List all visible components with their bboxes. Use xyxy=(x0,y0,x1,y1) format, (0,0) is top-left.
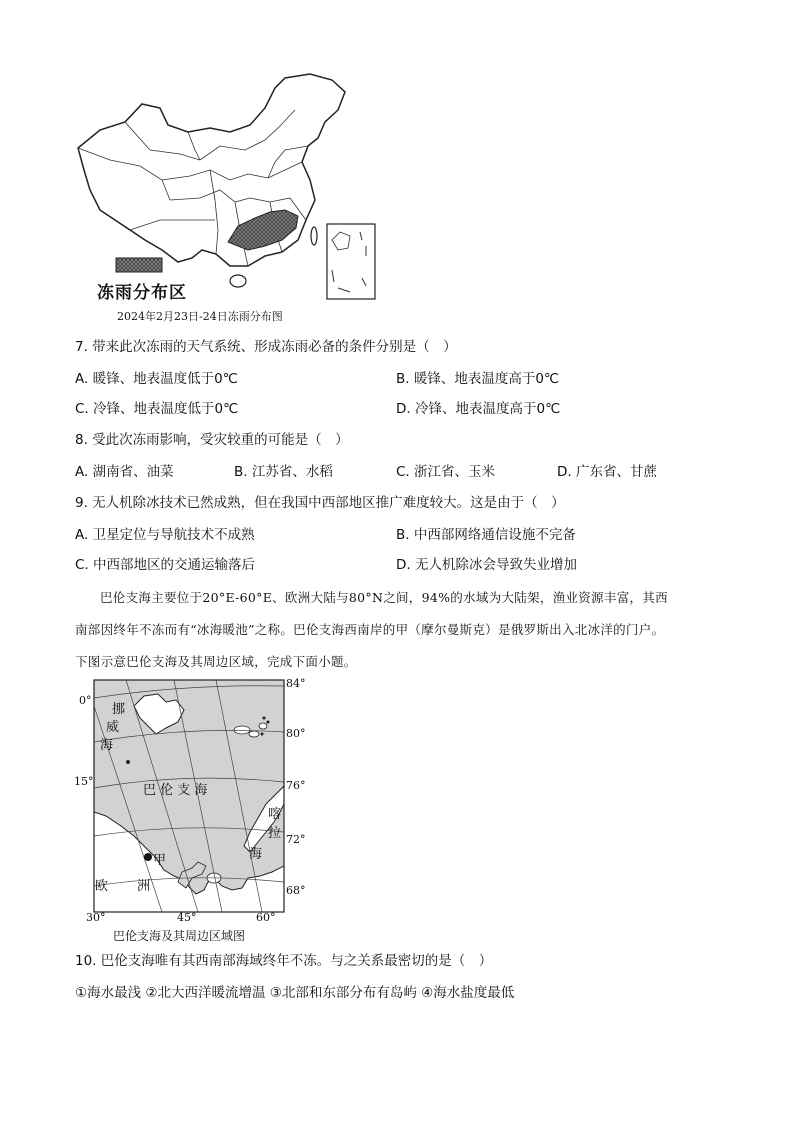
barents-sea-map xyxy=(66,676,326,946)
south-china-sea-inset xyxy=(327,224,375,299)
label-barents-sea: 巴 伦 支 海 xyxy=(143,783,208,798)
lat-tick-68: 68° xyxy=(286,884,306,897)
q9-option-a[interactable]: A. 卫星定位与导航技术不成熟 xyxy=(75,527,255,543)
q8-stem: 8. 受此次冻雨影响，受灾较重的可能是（ ） xyxy=(75,432,349,448)
passage-line-1: 巴伦支海主要位于20°E-60°E、欧洲大陆与80°N之间，94%的水域为大陆架，渔业资源丰富，其西 xyxy=(100,590,668,605)
q7-stem: 7. 带来此次冻雨的天气系统、形成冻雨必备的条件分别是（ ） xyxy=(75,339,457,355)
lat-tick-80: 80° xyxy=(286,727,306,740)
label-europe-2: 洲 xyxy=(137,879,151,894)
label-jia: 甲 xyxy=(153,853,167,868)
lat-tick-76: 76° xyxy=(286,779,306,792)
q9-stem: 9. 无人机除冰技术已然成熟，但在我国中西部地区推广难度较大。这是由于（ ） xyxy=(75,495,565,511)
lon-tick-60: 60° xyxy=(256,911,276,924)
lon-tick-30: 30° xyxy=(86,911,106,924)
q7-option-b[interactable]: B. 暖锋、地表温度高于0℃ xyxy=(396,371,560,387)
q8-option-b[interactable]: B. 江苏省、水稻 xyxy=(234,464,333,480)
lon-tick-15: 15° xyxy=(74,775,94,788)
lon-tick-45: 45° xyxy=(177,911,197,924)
lat-tick-84: 84° xyxy=(286,677,306,690)
map2-caption: 巴伦支海及其周边区域图 xyxy=(113,929,246,943)
q10-items: ①海水最浅 ②北大西洋暖流增温 ③北部和东部分布有岛屿 ④海水盐度最低 xyxy=(75,985,515,1001)
map1-caption: 2024年2月23日-24日冻雨分布图 xyxy=(117,310,283,323)
label-norway-sea-1: 挪 xyxy=(112,702,126,717)
q8-option-a[interactable]: A. 湖南省、油菜 xyxy=(75,464,174,480)
q7-option-a[interactable]: A. 暖锋、地表温度低于0℃ xyxy=(75,371,238,387)
label-europe-1: 欧 xyxy=(95,879,109,894)
label-norway-sea-3: 海 xyxy=(100,738,114,753)
q10-stem: 10. 巴伦支海唯有其西南部海域终年不冻。与之关系最密切的是（ ） xyxy=(75,953,493,969)
label-kara-sea-2: 拉 xyxy=(268,826,282,841)
lat-tick-72: 72° xyxy=(286,833,306,846)
passage-line-3: 下图示意巴伦支海及其周边区域，完成下面小题。 xyxy=(75,654,357,669)
q7-option-c[interactable]: C. 冷锋、地表温度低于0℃ xyxy=(75,401,239,417)
lon-tick-0: 0° xyxy=(79,694,92,707)
label-kara-sea-3: 海 xyxy=(249,847,263,862)
china-outline xyxy=(78,74,345,266)
passage-line-2: 南部因终年不冻而有“冰海暖池”之称。巴伦支海西南岸的甲（摩尔曼斯克）是俄罗斯出入北冰洋的门户。 xyxy=(75,622,665,637)
label-kara-sea-1: 喀 xyxy=(268,807,282,822)
q9-option-c[interactable]: C. 中西部地区的交通运输落后 xyxy=(75,557,256,573)
label-norway-sea-2: 威 xyxy=(106,720,120,735)
q7-option-d[interactable]: D. 冷锋、地表温度高于0℃ xyxy=(396,401,561,417)
jia-point xyxy=(144,853,152,861)
q9-option-b[interactable]: B. 中西部网络通信设施不完备 xyxy=(396,527,576,543)
legend-swatch xyxy=(116,258,162,272)
china-freezing-rain-map xyxy=(70,70,380,302)
q9-option-d[interactable]: D. 无人机除冰会导致失业增加 xyxy=(396,557,577,573)
q8-option-c[interactable]: C. 浙江省、玉米 xyxy=(396,464,496,480)
q8-option-d[interactable]: D. 广东省、甘蔗 xyxy=(557,464,657,480)
legend-label: 冻雨分布区 xyxy=(97,283,187,303)
